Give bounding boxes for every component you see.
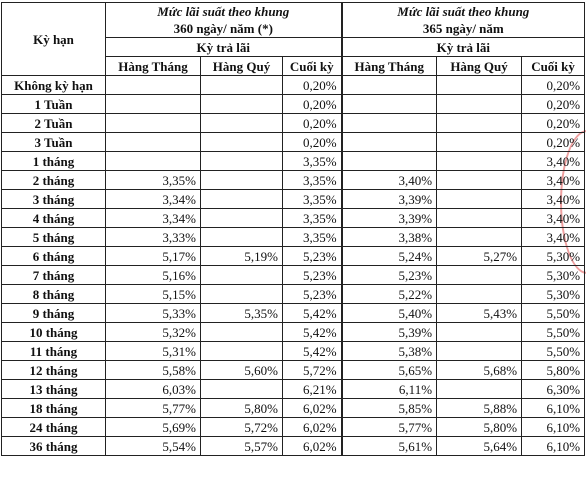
rate-cell-monthly-365: 5,65% [342, 361, 437, 380]
rate-cell-end-of-term-360: 3,35% [283, 228, 342, 247]
rate-cell-end-of-term-365: 0,20% [522, 114, 585, 133]
rate-cell-monthly-360: 5,58% [106, 361, 201, 380]
term-cell: 18 tháng [2, 399, 106, 418]
rate-cell-end-of-term-365: 0,20% [522, 133, 585, 152]
payment-header-365: Kỳ trả lãi [342, 38, 585, 57]
rate-cell-quarterly-360 [201, 133, 283, 152]
rate-cell-end-of-term-365: 5,50% [522, 304, 585, 323]
rate-cell-monthly-365: 5,85% [342, 399, 437, 418]
rate-cell-quarterly-360: 5,35% [201, 304, 283, 323]
rate-cell-monthly-365: 5,24% [342, 247, 437, 266]
rate-cell-end-of-term-365: 6,10% [522, 437, 585, 456]
col-header-monthly-360: Hàng Tháng [106, 57, 201, 76]
rate-cell-quarterly-365: 5,68% [437, 361, 522, 380]
term-cell: 3 tháng [2, 190, 106, 209]
table-row [2, 380, 585, 399]
table-row [2, 266, 585, 285]
rate-cell-monthly-360: 5,54% [106, 437, 201, 456]
col-header-end-of-term-365: Cuối kỳ [522, 57, 585, 76]
col-header-monthly-365: Hàng Tháng [342, 57, 437, 76]
term-cell: Không kỳ hạn [2, 76, 106, 95]
rate-cell-quarterly-365: 5,88% [437, 399, 522, 418]
rate-cell-end-of-term-365: 3,40% [522, 171, 585, 190]
table-row [2, 114, 585, 133]
rate-cell-monthly-365: 5,61% [342, 437, 437, 456]
rate-cell-quarterly-365: 5,64% [437, 437, 522, 456]
term-cell: 12 tháng [2, 361, 106, 380]
rate-cell-quarterly-365 [437, 114, 522, 133]
rate-cell-quarterly-360: 5,19% [201, 247, 283, 266]
rate-cell-end-of-term-360: 3,35% [283, 152, 342, 171]
table-row [2, 190, 585, 209]
col-header-quarterly-365: Hàng Quý [437, 57, 522, 76]
rate-cell-monthly-365: 5,40% [342, 304, 437, 323]
table-row [2, 228, 585, 247]
rate-cell-end-of-term-360: 0,20% [283, 133, 342, 152]
rate-cell-quarterly-360: 5,80% [201, 399, 283, 418]
rate-cell-monthly-360 [106, 95, 201, 114]
rate-cell-quarterly-360 [201, 190, 283, 209]
rate-cell-monthly-365: 6,11% [342, 380, 437, 399]
rate-cell-end-of-term-365: 6,10% [522, 399, 585, 418]
rate-cell-monthly-360: 5,16% [106, 266, 201, 285]
rate-table-body [2, 76, 585, 456]
term-cell: 10 tháng [2, 323, 106, 342]
rate-cell-monthly-365: 3,40% [342, 171, 437, 190]
rate-cell-quarterly-365 [437, 323, 522, 342]
term-cell: 9 tháng [2, 304, 106, 323]
rate-cell-quarterly-365 [437, 228, 522, 247]
table-row [2, 152, 585, 171]
rate-cell-quarterly-360 [201, 76, 283, 95]
rate-cell-quarterly-365 [437, 152, 522, 171]
rate-cell-quarterly-365 [437, 342, 522, 361]
rate-cell-monthly-365: 3,39% [342, 190, 437, 209]
term-cell: 6 tháng [2, 247, 106, 266]
rate-cell-monthly-360: 5,33% [106, 304, 201, 323]
rate-cell-monthly-360: 3,35% [106, 171, 201, 190]
term-cell: 1 Tuần [2, 95, 106, 114]
rate-cell-end-of-term-365: 0,20% [522, 95, 585, 114]
term-cell: 2 Tuần [2, 114, 106, 133]
rate-cell-monthly-360: 3,34% [106, 190, 201, 209]
rate-cell-quarterly-360 [201, 95, 283, 114]
rate-cell-monthly-365: 5,23% [342, 266, 437, 285]
rate-cell-monthly-360: 5,31% [106, 342, 201, 361]
rate-cell-quarterly-360 [201, 285, 283, 304]
rate-cell-quarterly-365 [437, 133, 522, 152]
rate-cell-monthly-360: 6,03% [106, 380, 201, 399]
group-365-line2: 365 ngày/ năm [422, 21, 504, 36]
rate-cell-monthly-360: 5,77% [106, 399, 201, 418]
rate-cell-quarterly-365: 5,80% [437, 418, 522, 437]
rate-cell-end-of-term-360: 6,02% [283, 437, 342, 456]
rate-cell-monthly-365 [342, 114, 437, 133]
col-header-end-of-term-360: Cuối kỳ [283, 57, 342, 76]
rate-cell-end-of-term-360: 0,20% [283, 76, 342, 95]
rate-cell-end-of-term-360: 5,42% [283, 342, 342, 361]
rate-cell-monthly-360: 3,33% [106, 228, 201, 247]
term-cell: 2 tháng [2, 171, 106, 190]
term-header: Kỳ hạn [2, 3, 106, 76]
rate-cell-end-of-term-365: 5,30% [522, 247, 585, 266]
rate-cell-quarterly-365 [437, 380, 522, 399]
group-360-line2: 360 ngày/ năm (*) [173, 21, 273, 36]
rate-cell-end-of-term-360: 3,35% [283, 171, 342, 190]
rate-cell-monthly-365 [342, 152, 437, 171]
rate-cell-end-of-term-360: 5,23% [283, 266, 342, 285]
rate-cell-end-of-term-360: 6,21% [283, 380, 342, 399]
term-cell: 8 tháng [2, 285, 106, 304]
term-cell: 24 tháng [2, 418, 106, 437]
group-header-365 [342, 3, 585, 38]
table-row [2, 361, 585, 380]
col-header-quarterly-360: Hàng Quý [201, 57, 283, 76]
table-row [2, 342, 585, 361]
rate-cell-monthly-365 [342, 133, 437, 152]
rate-cell-monthly-360 [106, 133, 201, 152]
rate-cell-monthly-365: 5,38% [342, 342, 437, 361]
rate-cell-quarterly-360 [201, 171, 283, 190]
term-cell: 36 tháng [2, 437, 106, 456]
term-cell: 5 tháng [2, 228, 106, 247]
rate-cell-end-of-term-365: 3,40% [522, 228, 585, 247]
rate-cell-end-of-term-365: 5,50% [522, 342, 585, 361]
table-row [2, 171, 585, 190]
rate-cell-monthly-360: 5,17% [106, 247, 201, 266]
rate-cell-end-of-term-365: 3,40% [522, 190, 585, 209]
term-cell: 11 tháng [2, 342, 106, 361]
rate-cell-monthly-365 [342, 76, 437, 95]
group-360-line1: Mức lãi suất theo khung [157, 4, 290, 19]
rate-cell-quarterly-360: 5,72% [201, 418, 283, 437]
rate-cell-quarterly-360 [201, 114, 283, 133]
rate-cell-monthly-360: 5,15% [106, 285, 201, 304]
table-row [2, 133, 585, 152]
table-row [2, 418, 585, 437]
term-cell: 4 tháng [2, 209, 106, 228]
rate-cell-quarterly-365: 5,43% [437, 304, 522, 323]
rate-cell-end-of-term-360: 5,42% [283, 304, 342, 323]
rate-cell-end-of-term-365: 5,80% [522, 361, 585, 380]
rate-cell-monthly-365: 3,39% [342, 209, 437, 228]
table-row [2, 209, 585, 228]
rate-cell-end-of-term-365: 5,50% [522, 323, 585, 342]
table-row [2, 304, 585, 323]
table-row [2, 76, 585, 95]
rate-cell-quarterly-360 [201, 209, 283, 228]
rate-cell-quarterly-360 [201, 342, 283, 361]
rate-cell-monthly-365: 3,38% [342, 228, 437, 247]
rate-cell-monthly-360: 5,69% [106, 418, 201, 437]
rate-cell-quarterly-365 [437, 209, 522, 228]
rate-cell-quarterly-360: 5,60% [201, 361, 283, 380]
table-row [2, 95, 585, 114]
rate-cell-end-of-term-365: 6,10% [522, 418, 585, 437]
rate-cell-quarterly-360 [201, 266, 283, 285]
rate-cell-quarterly-365 [437, 285, 522, 304]
rate-cell-monthly-360: 3,34% [106, 209, 201, 228]
rate-cell-quarterly-360 [201, 228, 283, 247]
rate-cell-quarterly-365: 5,27% [437, 247, 522, 266]
payment-header-360: Kỳ trả lãi [106, 38, 342, 57]
interest-rate-table [1, 2, 585, 456]
rate-cell-monthly-360: 5,32% [106, 323, 201, 342]
rate-cell-end-of-term-360: 5,23% [283, 285, 342, 304]
table-row [2, 323, 585, 342]
term-cell: 1 tháng [2, 152, 106, 171]
table-row [2, 399, 585, 418]
rate-cell-end-of-term-360: 6,02% [283, 399, 342, 418]
rate-cell-end-of-term-360: 0,20% [283, 95, 342, 114]
term-cell: 13 tháng [2, 380, 106, 399]
rate-cell-end-of-term-365: 5,30% [522, 285, 585, 304]
rate-cell-monthly-365: 5,39% [342, 323, 437, 342]
rate-cell-end-of-term-365: 0,20% [522, 76, 585, 95]
table-row [2, 247, 585, 266]
header-row-groups [2, 3, 585, 38]
rate-cell-end-of-term-360: 5,23% [283, 247, 342, 266]
rate-cell-monthly-360 [106, 152, 201, 171]
table-row [2, 437, 585, 456]
rate-cell-quarterly-360: 5,57% [201, 437, 283, 456]
rate-cell-quarterly-365 [437, 266, 522, 285]
rate-cell-end-of-term-360: 3,35% [283, 190, 342, 209]
rate-cell-monthly-365: 5,22% [342, 285, 437, 304]
rate-cell-quarterly-365 [437, 190, 522, 209]
term-cell: 7 tháng [2, 266, 106, 285]
rate-cell-monthly-365 [342, 95, 437, 114]
rate-cell-end-of-term-360: 0,20% [283, 114, 342, 133]
rate-cell-monthly-365: 5,77% [342, 418, 437, 437]
rate-cell-end-of-term-365: 3,40% [522, 152, 585, 171]
rate-cell-quarterly-360 [201, 152, 283, 171]
term-cell: 3 Tuần [2, 133, 106, 152]
rate-cell-monthly-360 [106, 76, 201, 95]
rate-cell-end-of-term-360: 5,42% [283, 323, 342, 342]
group-header-360 [106, 3, 342, 38]
rate-cell-quarterly-360 [201, 323, 283, 342]
rate-cell-quarterly-365 [437, 76, 522, 95]
rate-cell-quarterly-365 [437, 95, 522, 114]
table-row [2, 285, 585, 304]
rate-cell-end-of-term-365: 5,30% [522, 266, 585, 285]
rate-cell-end-of-term-360: 6,02% [283, 418, 342, 437]
rate-cell-end-of-term-365: 3,40% [522, 209, 585, 228]
rate-cell-quarterly-360 [201, 380, 283, 399]
rate-cell-end-of-term-360: 3,35% [283, 209, 342, 228]
group-365-line1: Mức lãi suất theo khung [397, 4, 530, 19]
rate-cell-end-of-term-360: 5,72% [283, 361, 342, 380]
rate-cell-quarterly-365 [437, 171, 522, 190]
rate-cell-monthly-360 [106, 114, 201, 133]
rate-cell-end-of-term-365: 6,30% [522, 380, 585, 399]
